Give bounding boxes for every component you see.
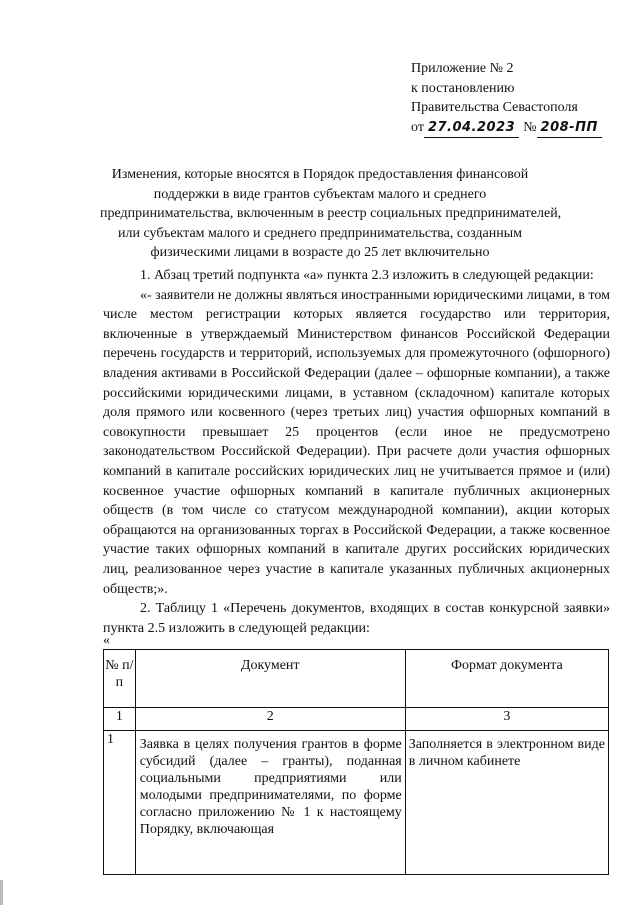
appendix-block <box>411 59 621 138</box>
row-document: Заявка в целях получения грантов в форме субсидий (далее – гранты), поданная социальными предприятиями или молодыми предпринимателями, по форме согласно приложению № 1 к настоящему Порядку, включающая <box>135 731 405 875</box>
table-numbering-row <box>104 708 609 731</box>
header-document: Документ <box>135 650 405 708</box>
header-format: Формат документа <box>405 650 608 708</box>
title-line-3: предпринимательства, включенным в реестр социальных предпринимателей, <box>100 206 562 221</box>
appendix-line-3: Правительства Севастополя <box>411 100 578 115</box>
document-title <box>100 165 562 263</box>
number-prefix: № <box>523 119 537 135</box>
numbering-col-1: 1 <box>104 708 136 731</box>
title-line-1: Изменения, которые вносятся в Порядок предоставления финансовой <box>111 167 529 182</box>
table-open-quote: « <box>103 633 110 648</box>
documents-table <box>103 649 609 875</box>
numbering-col-2: 2 <box>135 708 405 731</box>
paragraph-3: 2. Таблицу 1 «Перечень документов, входящих в состав конкурсной заявки» пункта 2.5 изложить в следующей редакции: <box>103 601 610 636</box>
handwritten-number: 208-ПП <box>537 118 602 139</box>
scan-edge-mark <box>0 880 3 905</box>
title-line-2: поддержки в виде грантов субъектам малого и среднего <box>153 186 487 202</box>
numbering-col-3: 3 <box>405 708 608 731</box>
row-num: 1 <box>104 731 136 875</box>
title-line-4: или субъектам малого и среднего предпринимательства, созданным <box>118 225 522 241</box>
appendix-line-1: Приложение № 2 <box>411 61 514 76</box>
document-body <box>103 266 610 638</box>
appendix-line-2: к постановлению <box>411 80 515 96</box>
paragraph-1: 1. Абзац третий подпункта «а» пункта 2.3 изложить в следующей редакции: <box>140 268 594 283</box>
table-row <box>104 731 609 875</box>
handwritten-date: 27.04.2023 <box>424 118 519 139</box>
date-prefix: от <box>411 119 424 135</box>
title-line-5: физическими лицами в возрасте до 25 лет включительно <box>150 245 490 260</box>
row-format: Заполняется в электронном виде в личном кабинете <box>405 731 608 875</box>
paragraph-2: «- заявители не должны являться иностранными юридическими лицами, в том числе местом регистрации которых является государство или территория, включенные в утверждаемый Министерством финансов Российской Федерации перечень государств и территорий, используемых для промежуточного (офшорного) владения активами в Российской Федерации (далее – офшорные компании), а также российскими юридическими лицами, в уставном (складочном) капитале которых доля прямого или косвенного (через третьих лиц) участия офшорных компаний в совокупности превышает 25 процентов (если иное не предусмотрено законодательством Российской Федерации). При расчете доли участия офшорных компаний в капитале российских юридических лиц не учитывается прямое и (или) косвенное участие офшорных компаний в капитале публичных акционерных обществ (в том числе со статусом международной компании), акции которых обращаются на организованных торгах в Российской Федерации, а также косвенное участие таких офшорных компаний в капитале других российских юридических лиц, реализованное через участие в капитале указанных публичных акционерных обществ;». <box>103 287 610 597</box>
header-num: № п/п <box>104 650 136 708</box>
table-header-row <box>104 650 609 708</box>
appendix-date-row <box>411 118 621 139</box>
